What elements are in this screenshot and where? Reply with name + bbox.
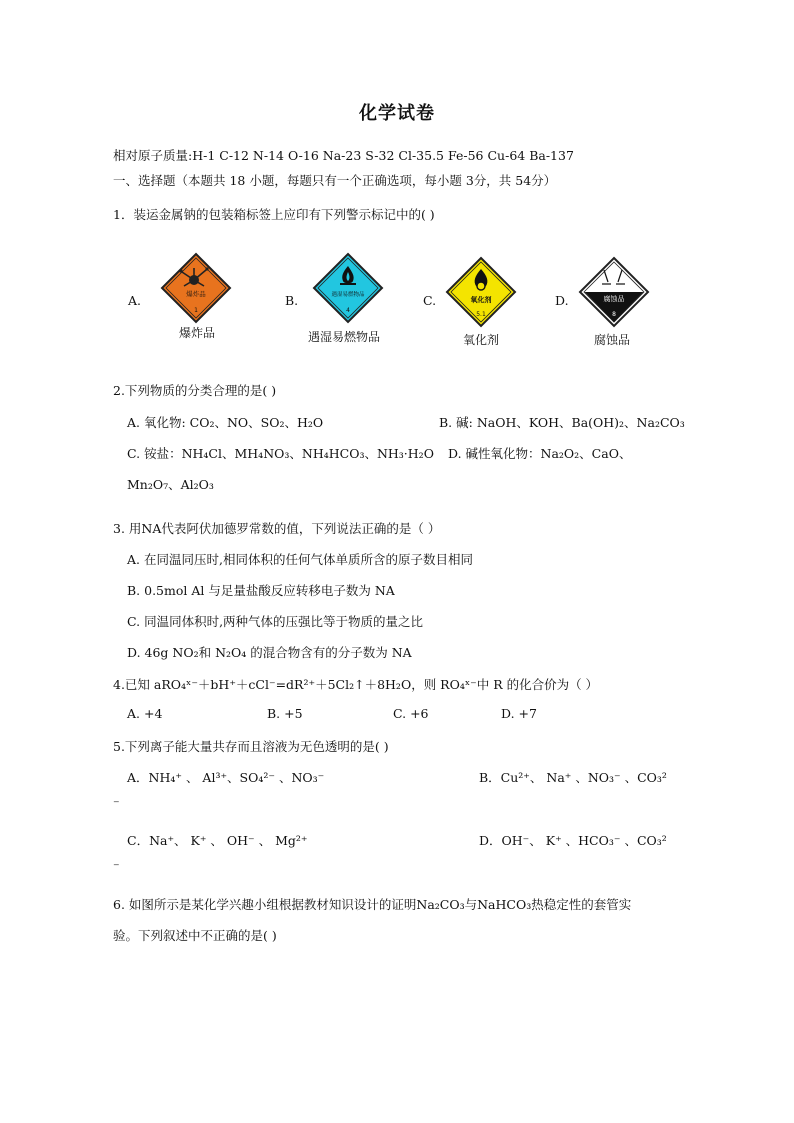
question-5-option-c: C．Na⁺、 K⁺ 、 OH⁻ 、 Mg²⁺	[127, 833, 308, 848]
question-3-option-d: D. 46g NO₂和 N₂O₄ 的混合物含有的分子数为 NA	[127, 645, 412, 660]
question-6-stem: 6. 如图所示是某化学兴趣小组根据教材知识设计的证明Na₂CO₃与NaHCO₃热稳定性的套管实	[113, 897, 632, 912]
page-title: 化学试卷	[359, 103, 435, 124]
question-3-option-c: C. 同温同体积时,两种气体的压强比等于物质的量之比	[127, 614, 424, 629]
question-5-stem: 5.下列离子能大量共存而且溶液为无色透明的是( )	[113, 739, 389, 754]
oxidizer-sign-icon[interactable]	[445, 256, 517, 328]
question-4-option-b: B. +5	[267, 706, 303, 721]
question-5-option-d: D．OH⁻、 K⁺ 、HCO₃⁻ 、CO₃²	[479, 833, 667, 848]
question-5-option-a: A．NH₄⁺ 、 Al³⁺、SO₄²⁻ 、NO₃⁻	[127, 770, 325, 785]
question-4-option-c: C. +6	[393, 706, 429, 721]
question-3-option-b: B. 0.5mol Al 与足量盐酸反应转移电子数为 NA	[127, 583, 395, 598]
question-2-option-c: C. 铵盐：NH₄Cl、MH₄NO₃、NH₄HCO₃、NH₃·H₂O	[127, 446, 434, 461]
option-d-caption: 腐蚀品	[594, 333, 631, 347]
question-4-option-a: A. +4	[127, 706, 163, 721]
sign-c-inner-label: 氧化剂	[470, 296, 492, 304]
dangerous-when-wet-sign-icon[interactable]	[312, 252, 384, 324]
option-a-caption: 爆炸品	[179, 326, 216, 340]
question-2-option-d-continued: Mn₂O₇、Al₂O₃	[127, 477, 214, 492]
sign-d-inner-label: 腐蚀品	[603, 295, 625, 303]
question-5-option-b-continued: ⁻	[113, 796, 120, 811]
option-b-caption: 遇湿易燃物品	[308, 330, 381, 344]
question-5-option-d-continued: ⁻	[113, 859, 120, 874]
question-4-option-d: D. +7	[501, 706, 537, 721]
question-2-option-a: A. 氧化物: CO₂、NO、SO₂、H₂O	[127, 415, 324, 430]
option-b-letter: B.	[285, 293, 299, 308]
question-3-option-a: A. 在同温同压时,相同体积的任何气体单质所含的原子数目相同	[127, 552, 473, 567]
sign-b-inner-label: 遇湿易燃物品	[331, 292, 365, 298]
option-c-caption: 氧化剂	[463, 333, 500, 347]
question-2-stem: 2.下列物质的分类合理的是( )	[113, 383, 277, 398]
option-c-letter: C.	[423, 293, 437, 308]
svg-text:5.1: 5.1	[476, 311, 486, 318]
svg-text:8: 8	[612, 311, 616, 318]
section-heading: 一、选择题（本题共 18 小题，每题只有一个正确选项，每小题 3分，共 54分）	[113, 173, 557, 188]
explosive-hazard-sign-icon[interactable]	[160, 252, 232, 324]
question-2-option-d: D. 碱性氧化物：Na₂O₂、CaO、	[448, 446, 632, 461]
question-2-option-b: B. 碱: NaOH、KOH、Ba(OH)₂、Na₂CO₃	[439, 415, 685, 430]
svg-text:4: 4	[346, 307, 350, 314]
question-3-stem: 3. 用NA代表阿伏加德罗常数的值，下列说法正确的是（ ）	[113, 521, 441, 536]
option-a-letter: A.	[128, 293, 142, 308]
atomic-mass-line: 相对原子质量:H-1 C-12 N-14 O-16 Na-23 S-32 Cl-35.5 Fe-56 Cu-64 Ba-137	[113, 148, 574, 163]
corrosive-sign-icon[interactable]	[578, 256, 650, 328]
option-d-letter: D.	[555, 293, 569, 308]
question-1-stem: 1．装运金属钠的包装箱标签上应印有下列警示标记中的( )	[113, 207, 435, 222]
question-5-option-b: B．Cu²⁺、 Na⁺ 、NO₃⁻ 、CO₃²	[479, 770, 667, 785]
sign-a-inner-label: 爆炸品	[186, 290, 206, 298]
question-4-stem: 4.已知 aRO₄ˣ⁻＋bH⁺＋cCl⁻=dR²⁺＋5Cl₂↑＋8H₂O，则 RO₄ˣ⁻中 R 的化合价为（ ）	[113, 677, 599, 692]
question-6-stem-continued: 验。下列叙述中不正确的是( )	[113, 928, 277, 943]
svg-text:1: 1	[194, 307, 198, 314]
